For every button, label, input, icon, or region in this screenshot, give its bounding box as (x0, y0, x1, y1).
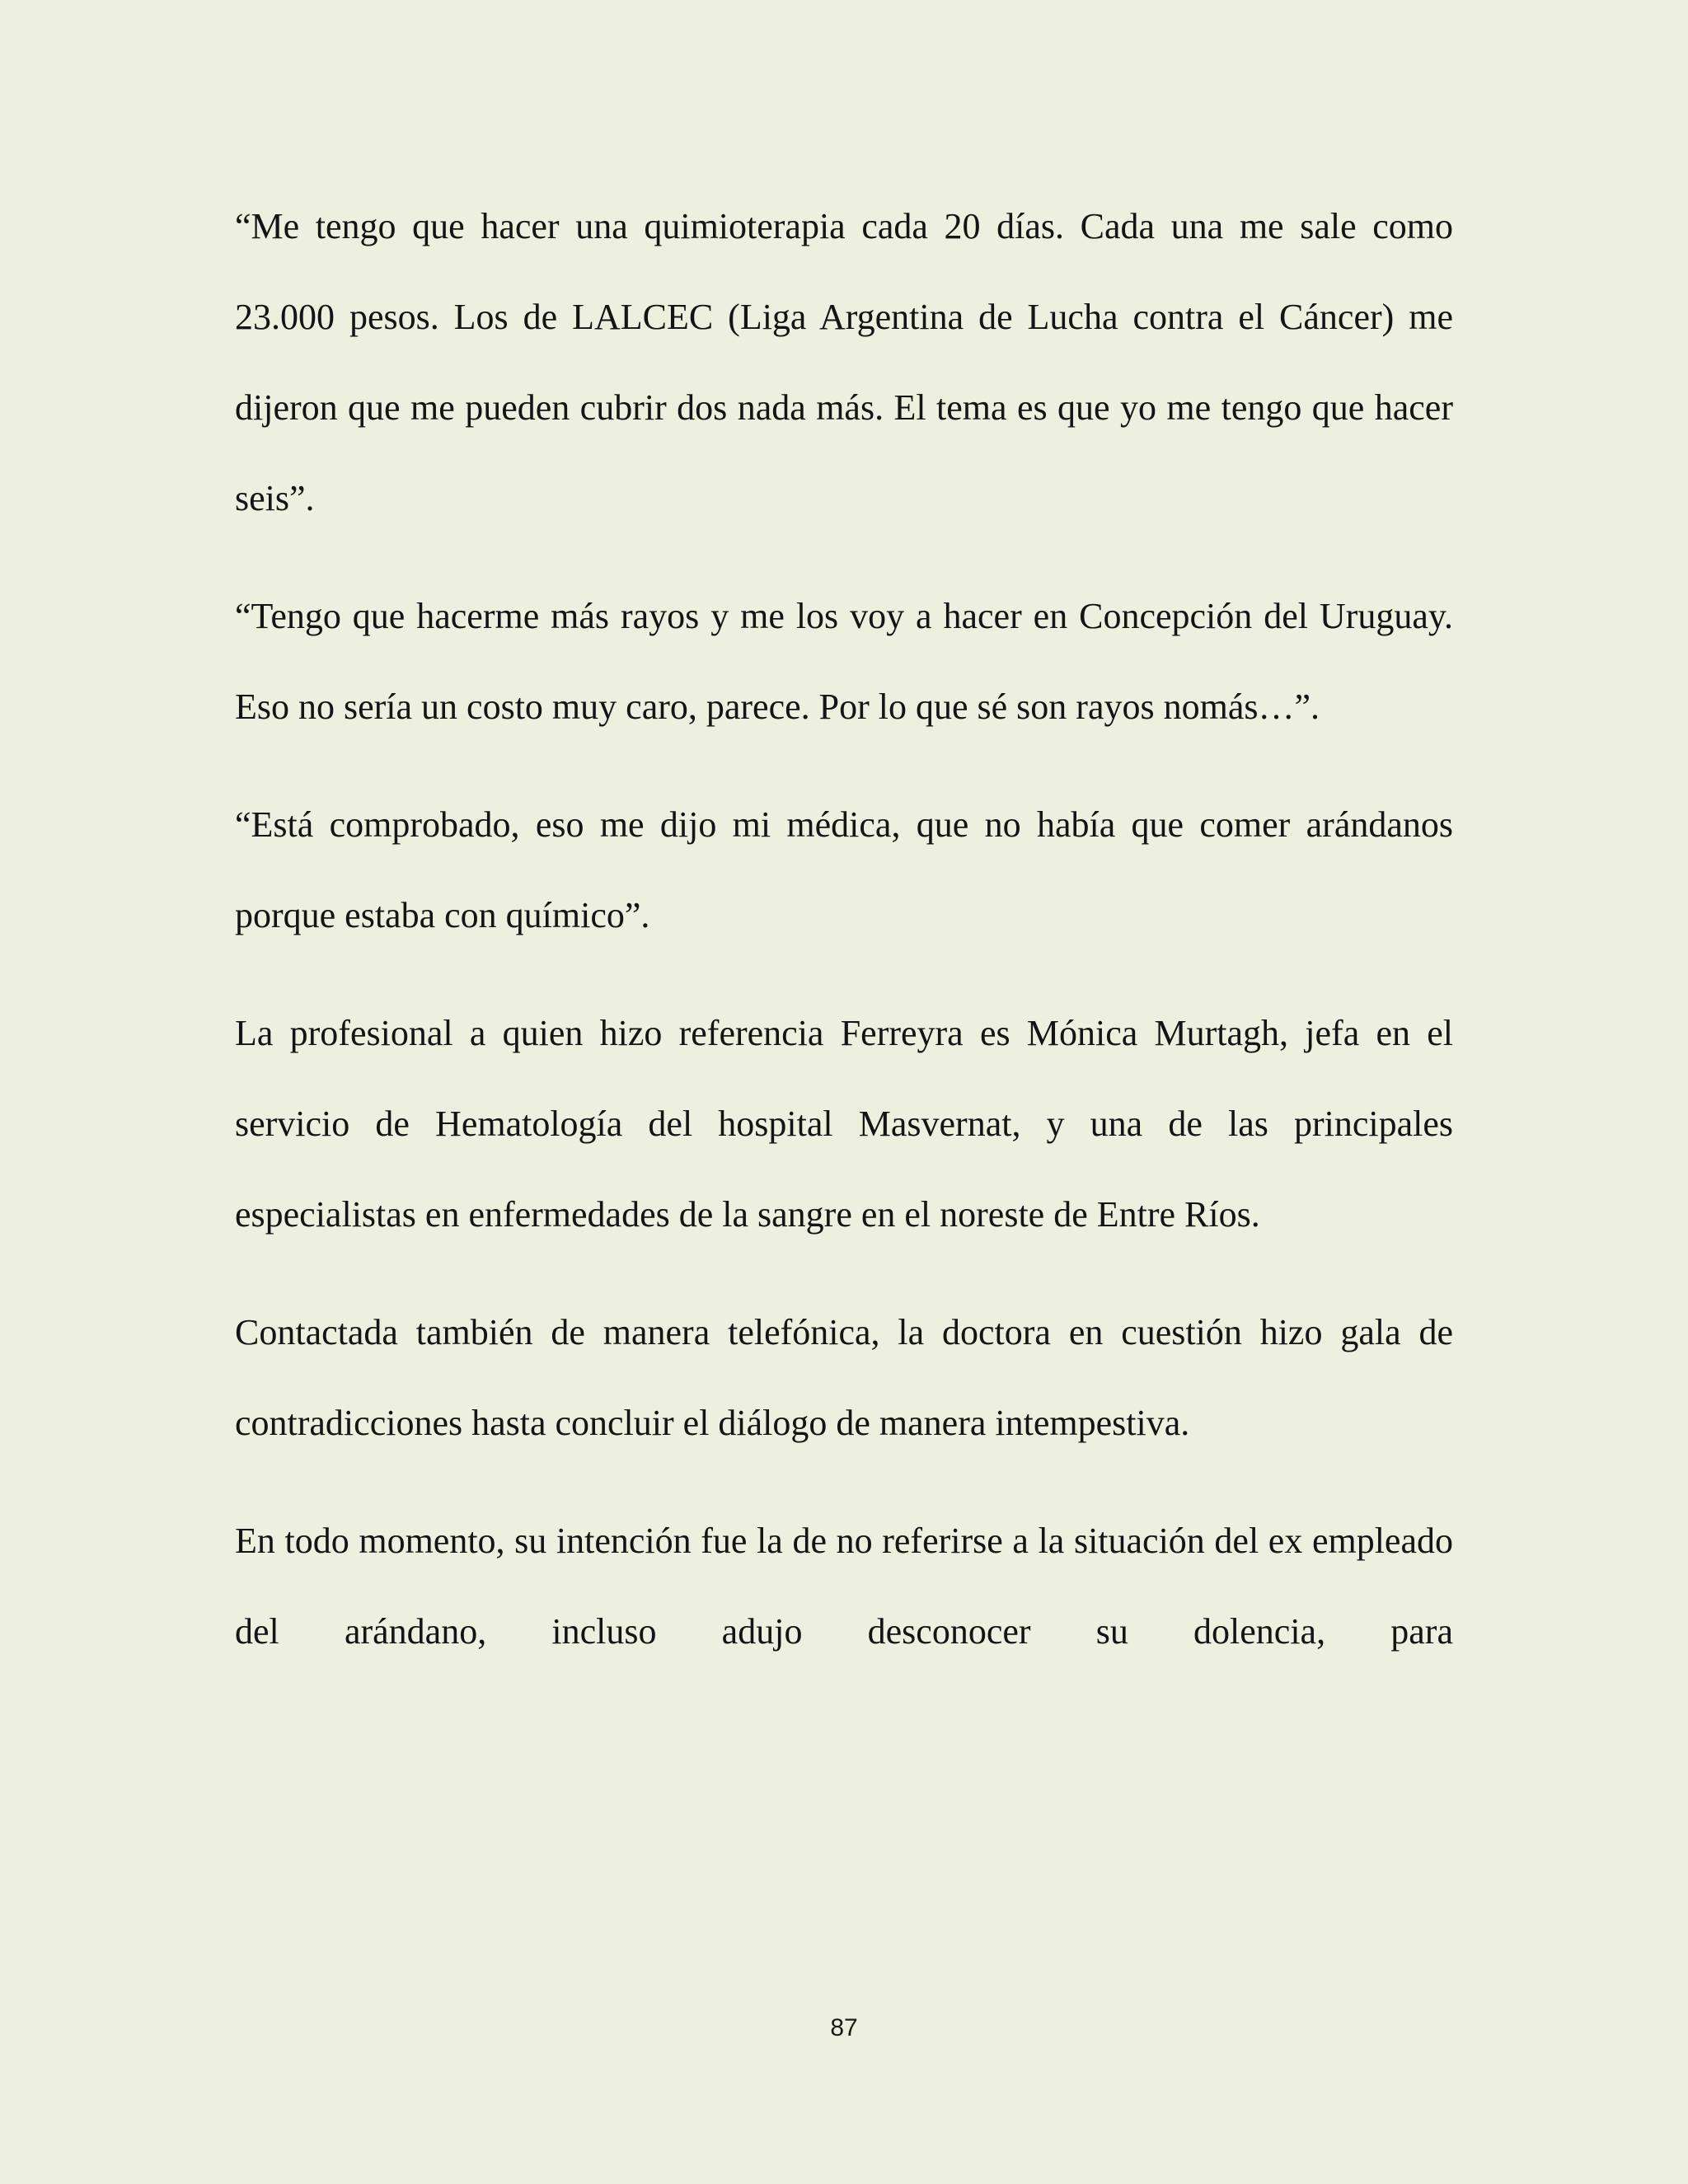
paragraph-1: “Me tengo que hacer una quimioterapia cada 20 días. Cada una me sale como 23.000 pesos. Los de LALCEC (Liga Argentina de Lucha contra el Cáncer) me dijeron que me pueden cubrir dos nada más. El tema es que yo me tengo que hacer seis”. (235, 206, 1453, 518)
paragraph-4: La profesional a quien hizo referencia Ferreyra es Mónica Murtagh, jefa en el servicio de Hematología del hospital Masvernat, y una de las principales especialistas en enfermedades de la sangre en el noreste de Entre Ríos. (235, 1013, 1453, 1235)
page-number: 87 (830, 2014, 858, 2041)
paragraph-5: Contactada también de manera telefónica, la doctora en cuestión hizo gala de contradicciones hasta concluir el diálogo de manera intempestiva. (235, 1312, 1453, 1443)
body-text (235, 181, 1453, 1704)
paragraph-6: En todo momento, su intención fue la de no referirse a la situación del ex empleado del arándano, incluso adujo desconocer su dolencia, para (235, 1521, 1453, 1652)
paragraph-3: “Está comprobado, eso me dijo mi médica, que no había que comer arándanos porque estaba con químico”. (235, 804, 1453, 935)
paragraph-2: “Tengo que hacerme más rayos y me los voy a hacer en Concepción del Uruguay. Eso no sería un costo muy caro, parece. Por lo que sé son rayos nomás…”. (235, 596, 1453, 727)
